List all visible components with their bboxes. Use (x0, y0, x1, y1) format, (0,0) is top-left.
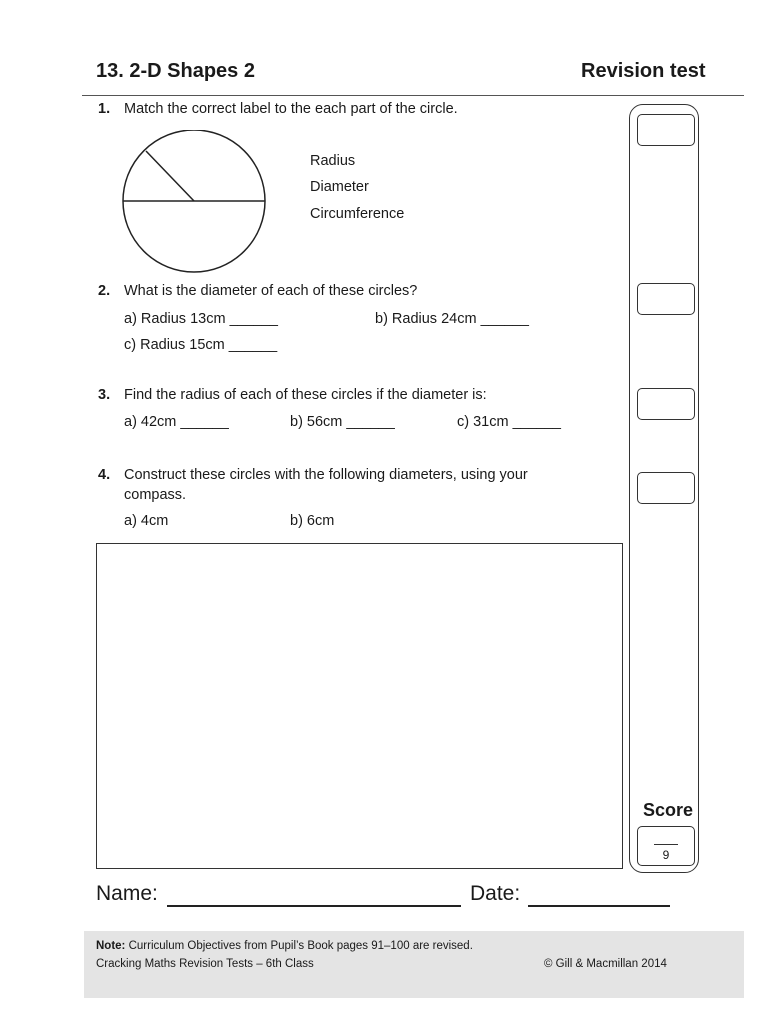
question-number: 1. (98, 101, 111, 117)
date-line[interactable] (528, 905, 670, 907)
label-diameter: Diameter (310, 179, 369, 195)
q3-part-b: b) 56cm ______ (290, 414, 395, 430)
page-title: 13. 2-D Shapes 2 (96, 60, 255, 82)
footer-note (96, 940, 473, 952)
question-3 (98, 387, 487, 403)
radius-line (146, 151, 194, 201)
score-fraction-line (654, 844, 678, 845)
footer (84, 931, 744, 998)
answer-box-q2[interactable] (637, 283, 695, 315)
question-text: What is the diameter of each of these circles? (124, 283, 418, 299)
question-4-line-2: compass. (124, 487, 187, 503)
question-text: Match the correct label to the each part of the circle. (124, 101, 458, 117)
q2-part-c: c) Radius 15cm ______ (124, 337, 278, 353)
answer-box-q4[interactable] (637, 472, 695, 504)
question-number: 3. (98, 387, 111, 403)
q4-part-a: a) 4cm (124, 513, 169, 529)
question-text: Construct these circles with the following diameters, using your (124, 467, 528, 483)
footer-copyright: © Gill & Macmillan 2014 (544, 958, 667, 970)
question-text: Find the radius of each of these circles if the diameter is: (124, 387, 487, 403)
question-number: 4. (98, 467, 111, 483)
circle-diagram (118, 130, 274, 274)
footer-note-label: Note: (96, 940, 126, 952)
q2-part-b: b) Radius 24cm ______ (375, 311, 529, 327)
answer-box-q1[interactable] (637, 114, 695, 146)
q3-part-c: c) 31cm ______ (457, 414, 561, 430)
label-radius: Radius (310, 153, 356, 169)
question-number: 2. (98, 283, 111, 299)
drawing-area[interactable] (96, 543, 623, 869)
page-subtitle: Revision test (581, 60, 706, 82)
header-rule (82, 95, 744, 96)
score-box[interactable] (637, 826, 695, 866)
label-circumference: Circumference (310, 206, 405, 222)
answer-box-q3[interactable] (637, 388, 695, 420)
name-label: Name: (96, 882, 158, 905)
question-4 (98, 467, 528, 483)
question-1 (98, 101, 458, 117)
name-line[interactable] (167, 905, 461, 907)
q3-part-a: a) 42cm ______ (124, 414, 229, 430)
score-total: 9 (662, 848, 670, 862)
date-label: Date: (470, 882, 521, 905)
score-label: Score (643, 800, 694, 820)
q2-part-a: a) Radius 13cm ______ (124, 311, 278, 327)
footer-note-text: Curriculum Objectives from Pupil’s Book pages 91–100 are revised. (125, 940, 473, 952)
question-2 (98, 283, 417, 299)
footer-series: Cracking Maths Revision Tests – 6th Class (96, 958, 314, 970)
q4-part-b: b) 6cm (290, 513, 335, 529)
